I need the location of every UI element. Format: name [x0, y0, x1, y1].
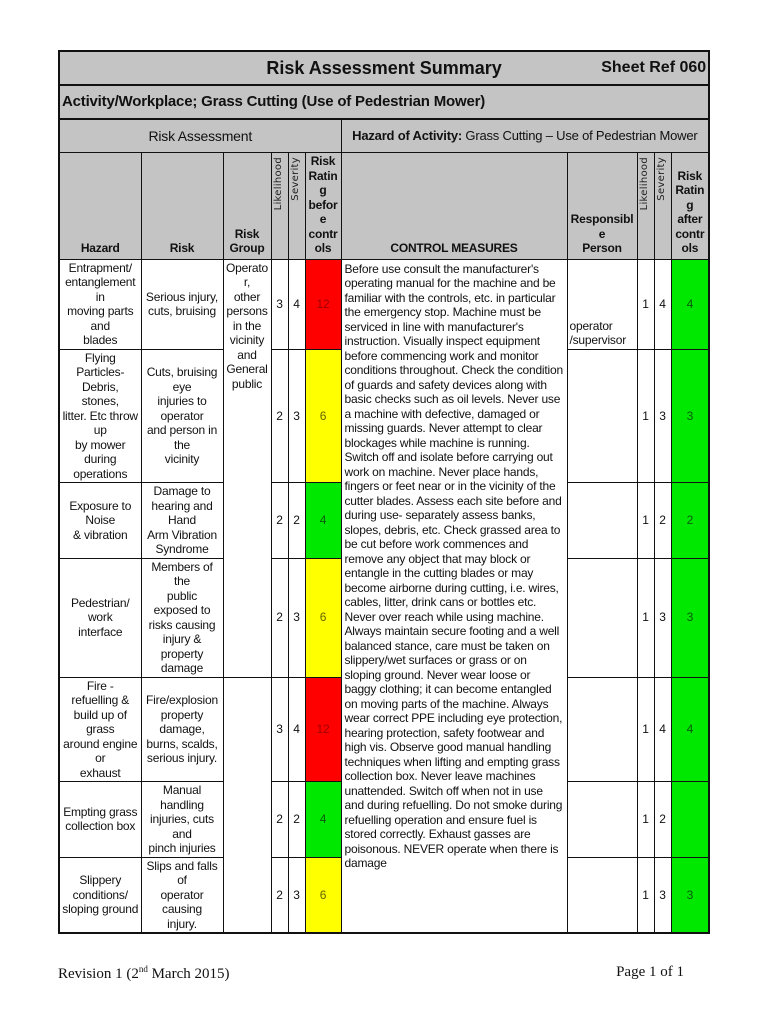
- control-measure-line: and ensure fuel is stored correctly. Exhaust gasses are: [344, 812, 537, 841]
- responsible-cell: [567, 677, 637, 782]
- control-measure-line: Never leave machines unattended. Switch off when not in use: [344, 769, 543, 798]
- rating-after-cell: 3: [671, 558, 709, 677]
- likelihood-after-cell: 1: [637, 483, 654, 559]
- control-measure-line: defective, damaged or missing guards.: [344, 406, 540, 435]
- control-measure-line: before work commences and remove any object that may: [344, 537, 529, 566]
- control-measure-line: protection, safety footwear and high vis.: [344, 725, 545, 754]
- severity-after-cell: 2: [654, 782, 671, 858]
- rating-after-cell: 4: [671, 259, 709, 349]
- hazard-cell: Exposure to Noise & vibration: [59, 483, 141, 559]
- severity-after-cell: 4: [654, 677, 671, 782]
- severity-cell: 3: [288, 558, 305, 677]
- control-measure-line: Check the condition of guards and safety devices along with: [344, 363, 563, 392]
- header-hazard: Hazard: [59, 153, 141, 260]
- hazard-cell: Empting grass collection box: [59, 782, 141, 858]
- responsible-cell: [567, 483, 637, 559]
- risk-cell: Members of the public exposed to risks causing injury & property damage: [141, 558, 223, 677]
- likelihood-cell: 2: [271, 483, 288, 559]
- control-measure-line: empting grass collection box.: [344, 754, 560, 783]
- header-severity: [288, 153, 305, 260]
- hazard-cell: Entrapment/ entanglement in moving parts and blades: [59, 259, 141, 349]
- header-risk: Risk: [141, 153, 223, 260]
- risk-cell: Damage to hearing and Hand Arm Vibration Syndrome: [141, 483, 223, 559]
- likelihood-cell: 2: [271, 857, 288, 933]
- responsible-cell: [567, 349, 637, 483]
- header-control-measures: CONTROL MEASURES: [341, 153, 567, 260]
- likelihood-after-cell: 1: [637, 677, 654, 782]
- header-likelihood-text: Likelihood: [273, 157, 285, 211]
- likelihood-cell: 3: [271, 677, 288, 782]
- control-measure-line: Never attempt to clear blockages while machine is running.: [344, 421, 543, 450]
- risk-cell: Cuts, bruising eye injuries to operator and person in the vicinity: [141, 349, 223, 483]
- severity-cell: 2: [288, 483, 305, 559]
- revision-suffix: March 2015): [147, 966, 230, 982]
- severity-after-cell: 3: [654, 558, 671, 677]
- table-row: [59, 259, 709, 349]
- severity-after-cell: 4: [654, 259, 671, 349]
- severity-after-cell: 2: [654, 483, 671, 559]
- section-hazard-of-activity: [341, 119, 709, 153]
- responsible-cell: [567, 782, 637, 858]
- sheet-ref: Sheet Ref 060: [601, 58, 707, 76]
- risk-cell: Manual handling injuries, cuts and pinch injuries: [141, 782, 223, 858]
- header-severity-after-text: Severity: [656, 157, 668, 201]
- rating-after-cell: 4: [671, 677, 709, 782]
- control-measure-line: Visually inspect equipment before commencing work and: [344, 334, 540, 363]
- likelihood-cell: 3: [271, 259, 288, 349]
- control-measure-line: during cutting, i.e. wires, cables, litter, drink cans or bottles etc.: [344, 580, 559, 609]
- control-measure-line: Never place hands, fingers or feet near or in the vicinity of the: [344, 464, 556, 493]
- likelihood-after-cell: 1: [637, 857, 654, 933]
- control-measure-line: machine and be familiar with the controls, etc. in particular the: [344, 276, 556, 319]
- control-measure-line: basic checks such as oil levels. Never use a machine with: [344, 392, 561, 421]
- responsible-cell: [567, 558, 637, 677]
- severity-cell: 3: [288, 349, 305, 483]
- likelihood-after-cell: 1: [637, 782, 654, 858]
- control-measure-line: cutter blades.: [344, 493, 414, 508]
- rating-before-cell: 4: [305, 483, 341, 559]
- header-severity-after: [654, 153, 671, 260]
- responsible-cell: [567, 857, 637, 933]
- page-number: Page 1 of 1: [616, 964, 684, 980]
- control-measure-line: and during refuelling. Do not smoke during refuelling operation: [344, 798, 563, 827]
- control-measure-line: poisonous. NEVER operate when there is damage: [344, 841, 559, 870]
- control-measure-line: Machine must be serviced in line with manufacturer's: [344, 305, 541, 334]
- risk-cell: Slips and falls of operator causing injury.: [141, 857, 223, 933]
- severity-after-cell: 3: [654, 857, 671, 933]
- title-bar: [59, 51, 709, 85]
- severity-cell: 4: [288, 259, 305, 349]
- likelihood-cell: 2: [271, 349, 288, 483]
- rating-after-cell: 3: [671, 349, 709, 483]
- control-measure-line: Switch off and isolate before carrying out work on machine.: [344, 450, 553, 479]
- control-measure-line: monitor conditions throughout.: [344, 348, 539, 377]
- control-measure-line: Never over reach while using machine. Always maintain: [344, 609, 544, 638]
- control-measure-line: Observe good manual handling techniques when lifting and: [344, 740, 552, 769]
- rating-after-cell: [671, 782, 709, 858]
- activity-bar: Activity/Workplace; Grass Cutting (Use of Pedestrian Mower): [59, 85, 709, 119]
- revision-sup: nd: [138, 964, 148, 974]
- likelihood-after-cell: 1: [637, 349, 654, 483]
- control-measure-line: instruction.: [344, 334, 401, 348]
- rating-before-cell: 6: [305, 558, 341, 677]
- header-risk-group: Risk Group: [223, 153, 271, 260]
- likelihood-cell: 2: [271, 782, 288, 858]
- rating-after-cell: 3: [671, 857, 709, 933]
- severity-cell: 4: [288, 677, 305, 782]
- responsible-person-cell: operator /supervisor: [567, 259, 637, 349]
- control-measure-line: emergency stop.: [363, 305, 450, 319]
- severity-cell: 3: [288, 857, 305, 933]
- likelihood-cell: 2: [271, 558, 288, 677]
- control-measures-cell: [341, 259, 567, 933]
- page-title: Risk Assessment Summary: [266, 57, 502, 78]
- control-measure-line: Always wear correct PPE including eye protection, hearing: [344, 696, 563, 740]
- header-responsible: Responsible Person: [567, 153, 637, 260]
- header-likelihood: [271, 153, 288, 260]
- header-severity-text: Severity: [290, 157, 302, 201]
- control-measure-line: moving parts of the machine.: [360, 696, 510, 711]
- header-rating-before: Risk Rating before controls: [305, 153, 341, 260]
- rating-after-cell: 2: [671, 483, 709, 559]
- control-measure-line: Before use consult the manufacturer's operating manual for the: [344, 261, 539, 290]
- revision-label: [58, 964, 230, 983]
- risk-cell: Serious injury, cuts, bruising: [141, 259, 223, 349]
- risk-cell: Fire/explosion property damage, burns, scalds, serious injury.: [141, 677, 223, 782]
- header-likelihood-after: [637, 153, 654, 260]
- control-measure-line: Assess each site before and during use- separately assess: [344, 493, 562, 522]
- risk-group-cell: Operator, other persons in the vicinity and General public: [223, 259, 271, 677]
- severity-after-cell: 3: [654, 349, 671, 483]
- likelihood-after-cell: 1: [637, 558, 654, 677]
- control-measure-line: on slippery/wet surfaces or grass or on sloping ground. Never: [344, 638, 550, 682]
- rating-before-cell: 12: [305, 677, 341, 782]
- rating-before-cell: 6: [305, 349, 341, 483]
- hazard-cell: Fire - refuelling & build up of grass around engine or exhaust: [59, 677, 141, 782]
- header-likelihood-after-text: Likelihood: [639, 157, 651, 211]
- revision-prefix: Revision 1 (2: [58, 966, 139, 982]
- footer: [58, 964, 684, 983]
- rating-before-cell: 4: [305, 782, 341, 858]
- control-measure-line: secure footing and a well balanced stance, care must be taken: [344, 624, 560, 653]
- risk-assessment-table: [58, 50, 710, 934]
- severity-cell: 2: [288, 782, 305, 858]
- hazard-cell: Slippery conditions/ sloping ground: [59, 857, 141, 933]
- likelihood-after-cell: 1: [637, 259, 654, 349]
- risk-assessment-sheet: [58, 50, 708, 983]
- risk-group-cell-empty: [223, 677, 271, 933]
- hazard-cell: Pedestrian/ work interface: [59, 558, 141, 677]
- rating-before-cell: 12: [305, 259, 341, 349]
- control-measure-line: block or entangle in the cutting blades or may become airborne: [344, 551, 534, 595]
- header-rating-after: Risk Rating after controls: [671, 153, 709, 260]
- rating-before-cell: 6: [305, 857, 341, 933]
- hazard-of-activity-value: Grass Cutting – Use of Pedestrian Mower: [465, 127, 698, 143]
- control-measure-line: banks, slopes, debris, etc. Check grassed area to be cut: [344, 508, 561, 551]
- hazard-cell: Flying Particles- Debris, stones, litter. Etc throw up by mower during operations: [59, 349, 141, 483]
- section-risk-assessment: Risk Assessment: [59, 119, 341, 153]
- control-measure-line: wear loose or baggy clothing; it can become entangled on: [344, 667, 552, 711]
- hazard-of-activity-label: Hazard of Activity:: [352, 127, 462, 143]
